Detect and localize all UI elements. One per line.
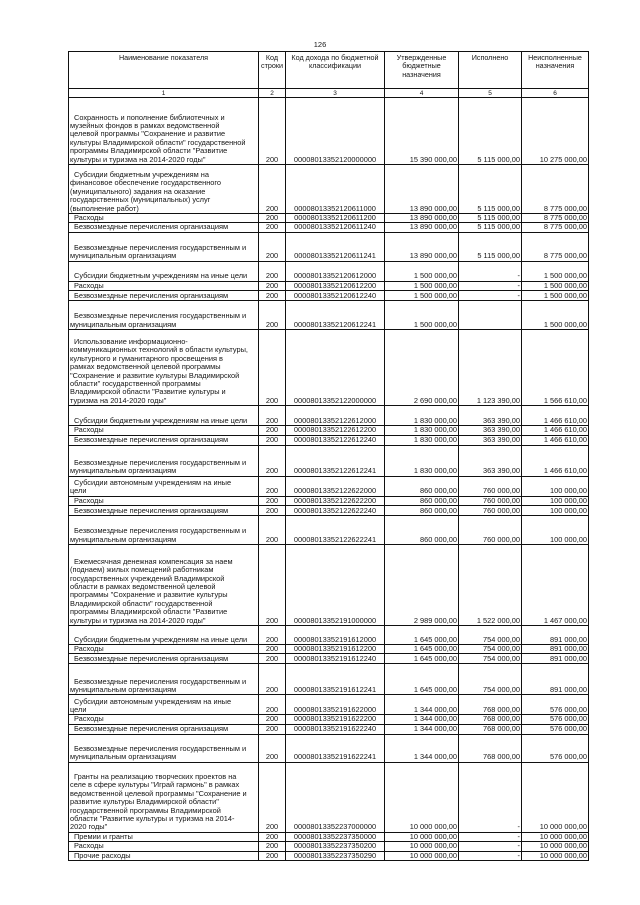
- cell-income-code: 00008013352191612240: [286, 654, 385, 664]
- cell-unexecuted: 8 775 000,00: [522, 214, 589, 223]
- cell-income-code: 00008013352120611200: [286, 214, 385, 223]
- cell-executed: 363 390,00: [459, 445, 522, 476]
- cell-unexecuted: 576 000,00: [522, 695, 589, 715]
- cell-executed: -: [459, 832, 522, 841]
- table-row: [69, 654, 589, 664]
- cell-approved: 1 344 000,00: [385, 695, 459, 715]
- cell-line-code: 200: [259, 445, 286, 476]
- table-row: [69, 435, 589, 445]
- cell-executed: -: [459, 261, 522, 281]
- cell-executed: 1 123 390,00: [459, 330, 522, 406]
- cell-line-code: 200: [259, 724, 286, 734]
- cell-executed: -: [459, 291, 522, 301]
- cell-income-code: 00008013352191612241: [286, 664, 385, 695]
- cell-income-code: 00008013352191622000: [286, 695, 385, 715]
- cell-name: Расходы: [69, 426, 259, 435]
- cell-approved: 1 344 000,00: [385, 715, 459, 724]
- cell-income-code: 00008013352191622240: [286, 724, 385, 734]
- cell-name: Безвозмездные перечисления организациям: [69, 506, 259, 516]
- cell-name: Безвозмездные перечисления организациям: [69, 291, 259, 301]
- cell-executed: 760 000,00: [459, 476, 522, 496]
- cell-approved: 860 000,00: [385, 476, 459, 496]
- cell-executed: 363 390,00: [459, 435, 522, 445]
- cell-line-code: 200: [259, 516, 286, 545]
- cell-income-code: 00008013352191612000: [286, 626, 385, 645]
- cell-executed: 760 000,00: [459, 516, 522, 545]
- cell-unexecuted: 1 500 000,00: [522, 261, 589, 281]
- cell-approved: 15 390 000,00: [385, 98, 459, 165]
- cell-income-code: 00008013352191622200: [286, 715, 385, 724]
- table-row: [69, 261, 589, 281]
- cell-line-code: 200: [259, 261, 286, 281]
- cell-approved: 13 890 000,00: [385, 214, 459, 223]
- cell-line-code: 200: [259, 214, 286, 223]
- cell-approved: 1 645 000,00: [385, 654, 459, 664]
- cell-name: Расходы: [69, 645, 259, 654]
- cell-line-code: 200: [259, 762, 286, 832]
- cell-unexecuted: 1 466 610,00: [522, 435, 589, 445]
- cell-executed: 5 115 000,00: [459, 232, 522, 261]
- cell-line-code: 200: [259, 664, 286, 695]
- cell-approved: 1 830 000,00: [385, 406, 459, 426]
- cell-approved: 1 645 000,00: [385, 626, 459, 645]
- table-row: [69, 645, 589, 654]
- cell-line-code: 200: [259, 506, 286, 516]
- cell-executed: 768 000,00: [459, 734, 522, 762]
- table-row: [69, 734, 589, 762]
- cell-executed: 768 000,00: [459, 695, 522, 715]
- cell-line-code: 200: [259, 435, 286, 445]
- cell-name: Субсидии бюджетным учреждениям на иные цели: [69, 406, 259, 426]
- cell-name: Субсидии бюджетным учреждениям на финансовое обеспечение государственного (муниципального) задания на оказание государственных (муниципальных) услуг (выполнение работ): [69, 165, 259, 214]
- cell-unexecuted: 1 566 610,00: [522, 330, 589, 406]
- column-number: 2: [259, 89, 286, 98]
- cell-income-code: 00008013352122612000: [286, 406, 385, 426]
- table-row: [69, 330, 589, 406]
- cell-approved: 1 344 000,00: [385, 724, 459, 734]
- cell-name: Расходы: [69, 281, 259, 290]
- cell-income-code: 00008013352120611241: [286, 232, 385, 261]
- table-row: [69, 406, 589, 426]
- cell-income-code: 00008013352122612200: [286, 426, 385, 435]
- cell-executed: 754 000,00: [459, 626, 522, 645]
- header-unexecuted-column: Неисполненные назначения: [522, 52, 589, 89]
- table-row: [69, 496, 589, 505]
- table-row: [69, 445, 589, 476]
- table-row: [69, 626, 589, 645]
- cell-income-code: 00008013352237000000: [286, 762, 385, 832]
- cell-approved: 10 000 000,00: [385, 762, 459, 832]
- cell-line-code: 200: [259, 165, 286, 214]
- table-row: [69, 695, 589, 715]
- page-number: 126: [313, 40, 327, 49]
- cell-income-code: 00008013352191000000: [286, 545, 385, 626]
- cell-income-code: 00008013352120612241: [286, 301, 385, 330]
- cell-unexecuted: 100 000,00: [522, 496, 589, 505]
- cell-income-code: 00008013352120611000: [286, 165, 385, 214]
- column-number: 4: [385, 89, 459, 98]
- header-income-code-column: Код дохода по бюджетной классификации: [286, 52, 385, 89]
- cell-line-code: 200: [259, 301, 286, 330]
- cell-line-code: 200: [259, 545, 286, 626]
- cell-income-code: 00008013352191612200: [286, 645, 385, 654]
- cell-approved: 1 830 000,00: [385, 426, 459, 435]
- cell-name: Безвозмездные перечисления государственным и муниципальным организациям: [69, 664, 259, 695]
- budget-table: [68, 51, 589, 861]
- cell-name: Премии и гранты: [69, 832, 259, 841]
- cell-income-code: 00008013352120612240: [286, 291, 385, 301]
- cell-executed: 5 115 000,00: [459, 98, 522, 165]
- cell-name: Безвозмездные перечисления государственным и муниципальным организациям: [69, 301, 259, 330]
- cell-income-code: 00008013352120000000: [286, 98, 385, 165]
- header-row: [69, 52, 589, 89]
- table-row: [69, 301, 589, 330]
- cell-name: Использование информационно- коммуникационных технологий в области культуры, культурного и гуманитарного просвещения в рамках ведомственной целевой программы "Сохранение и развитие культуры Владимирской области" государственной программы Владимирской области "Развитие культуры и туризма на 2014-2020 годы": [69, 330, 259, 406]
- cell-line-code: 200: [259, 496, 286, 505]
- cell-executed: 760 000,00: [459, 496, 522, 505]
- cell-unexecuted: 576 000,00: [522, 734, 589, 762]
- cell-executed: -: [459, 762, 522, 832]
- cell-unexecuted: 100 000,00: [522, 506, 589, 516]
- table-row: [69, 476, 589, 496]
- cell-unexecuted: 891 000,00: [522, 626, 589, 645]
- table-row: [69, 724, 589, 734]
- cell-name: Расходы: [69, 214, 259, 223]
- cell-income-code: 00008013352122622240: [286, 506, 385, 516]
- cell-executed: -: [459, 281, 522, 290]
- cell-executed: 5 115 000,00: [459, 214, 522, 223]
- cell-executed: 5 115 000,00: [459, 165, 522, 214]
- cell-unexecuted: 8 775 000,00: [522, 165, 589, 214]
- cell-unexecuted: 100 000,00: [522, 516, 589, 545]
- cell-unexecuted: 100 000,00: [522, 476, 589, 496]
- cell-executed: 363 390,00: [459, 406, 522, 426]
- cell-executed: 760 000,00: [459, 506, 522, 516]
- cell-executed: 1 522 000,00: [459, 545, 522, 626]
- cell-executed: -: [459, 851, 522, 860]
- cell-income-code: 00008013352122622200: [286, 496, 385, 505]
- cell-name: Субсидии бюджетным учреждениям на иные цели: [69, 626, 259, 645]
- cell-income-code: 00008013352122000000: [286, 330, 385, 406]
- cell-approved: 13 890 000,00: [385, 232, 459, 261]
- table-row: [69, 232, 589, 261]
- cell-name: Прочие расходы: [69, 851, 259, 860]
- cell-income-code: 00008013352191622241: [286, 734, 385, 762]
- cell-executed: 754 000,00: [459, 645, 522, 654]
- cell-line-code: 200: [259, 232, 286, 261]
- cell-name: Безвозмездные перечисления организациям: [69, 654, 259, 664]
- cell-name: Безвозмездные перечисления государственным и муниципальным организациям: [69, 445, 259, 476]
- cell-income-code: 00008013352237350290: [286, 851, 385, 860]
- cell-approved: 1 500 000,00: [385, 291, 459, 301]
- table-row: [69, 664, 589, 695]
- cell-approved: 860 000,00: [385, 516, 459, 545]
- cell-line-code: 200: [259, 695, 286, 715]
- cell-name: Расходы: [69, 496, 259, 505]
- table-row: [69, 426, 589, 435]
- cell-line-code: 200: [259, 281, 286, 290]
- header-name-column: Наименование показателя: [69, 52, 259, 89]
- cell-line-code: 200: [259, 626, 286, 645]
- cell-approved: 1 645 000,00: [385, 664, 459, 695]
- cell-name: Гранты на реализацию творческих проектов на селе в сфере культуры "Играй гармонь" в рамках ведомственной целевой программы "Сохранение и развитие культуры Владимирской области" государственной программы Владимирской области "Развитие культуры и туризма на 2014- 2020 годы": [69, 762, 259, 832]
- cell-name: Сохранность и пополнение библиотечных и музейных фондов в рамках ведомственной целевой программы "Сохранение и развитие культуры Владимирской области" государственной программы Владимирской области "Развитие культуры и туризма на 2014-2020 годы": [69, 98, 259, 165]
- cell-unexecuted: 891 000,00: [522, 664, 589, 695]
- column-number: 3: [286, 89, 385, 98]
- cell-name: Безвозмездные перечисления государственным и муниципальным организациям: [69, 516, 259, 545]
- cell-unexecuted: 891 000,00: [522, 645, 589, 654]
- cell-approved: 2 690 000,00: [385, 330, 459, 406]
- cell-income-code: 00008013352120611240: [286, 223, 385, 232]
- cell-line-code: 200: [259, 851, 286, 860]
- cell-income-code: 00008013352122612241: [286, 445, 385, 476]
- cell-income-code: 00008013352122612240: [286, 435, 385, 445]
- cell-line-code: 200: [259, 291, 286, 301]
- column-number: 5: [459, 89, 522, 98]
- header-line-code-column: Код строки: [259, 52, 286, 89]
- column-number: 1: [69, 89, 259, 98]
- table-row: [69, 842, 589, 851]
- header-executed-column: Исполнено: [459, 52, 522, 89]
- cell-line-code: 200: [259, 330, 286, 406]
- cell-name: Расходы: [69, 842, 259, 851]
- cell-income-code: 00008013352120612000: [286, 261, 385, 281]
- cell-approved: 13 890 000,00: [385, 165, 459, 214]
- cell-line-code: 200: [259, 734, 286, 762]
- table-row: [69, 545, 589, 626]
- cell-approved: 1 830 000,00: [385, 445, 459, 476]
- cell-executed: [459, 301, 522, 330]
- cell-approved: 1 344 000,00: [385, 734, 459, 762]
- cell-unexecuted: 8 775 000,00: [522, 232, 589, 261]
- cell-name: Субсидии автономным учреждениям на иные цели: [69, 695, 259, 715]
- cell-executed: 768 000,00: [459, 715, 522, 724]
- cell-line-code: 200: [259, 645, 286, 654]
- cell-unexecuted: 1 466 610,00: [522, 406, 589, 426]
- table-row: [69, 832, 589, 841]
- cell-unexecuted: 891 000,00: [522, 654, 589, 664]
- cell-approved: 1 500 000,00: [385, 281, 459, 290]
- table-row: [69, 214, 589, 223]
- cell-name: Безвозмездные перечисления организациям: [69, 435, 259, 445]
- table-row: [69, 715, 589, 724]
- cell-income-code: 00008013352237350200: [286, 842, 385, 851]
- cell-unexecuted: 1 467 000,00: [522, 545, 589, 626]
- cell-name: Ежемесячная денежная компенсация за наем (поднаем) жилых помещений работникам государственных учреждений Владимирской области в рамках ведомственной целевой программы "Сохранение и развитие культуры Владимирской области" государственной программы Владимирской области "Развитие культуры и туризма на 2014-2020 годы": [69, 545, 259, 626]
- cell-line-code: 200: [259, 715, 286, 724]
- header-approved-column: Утвержденные бюджетные назначения: [385, 52, 459, 89]
- cell-approved: 1 645 000,00: [385, 645, 459, 654]
- cell-income-code: 00008013352237350000: [286, 832, 385, 841]
- cell-line-code: 200: [259, 223, 286, 232]
- table-body: [69, 98, 589, 861]
- table-row: [69, 223, 589, 232]
- table-row: [69, 851, 589, 860]
- cell-unexecuted: 576 000,00: [522, 715, 589, 724]
- cell-income-code: 00008013352120612200: [286, 281, 385, 290]
- cell-approved: 10 000 000,00: [385, 842, 459, 851]
- cell-line-code: 200: [259, 476, 286, 496]
- cell-line-code: 200: [259, 406, 286, 426]
- cell-unexecuted: 10 000 000,00: [522, 832, 589, 841]
- table-row: [69, 281, 589, 290]
- table-row: [69, 291, 589, 301]
- cell-approved: 10 000 000,00: [385, 851, 459, 860]
- cell-unexecuted: 1 466 610,00: [522, 426, 589, 435]
- table-row: [69, 762, 589, 832]
- cell-name: Безвозмездные перечисления организациям: [69, 223, 259, 232]
- table-row: [69, 165, 589, 214]
- cell-unexecuted: 10 000 000,00: [522, 762, 589, 832]
- cell-line-code: 200: [259, 654, 286, 664]
- column-numbers-row: [69, 89, 589, 98]
- cell-name: Безвозмездные перечисления организациям: [69, 724, 259, 734]
- cell-unexecuted: 1 500 000,00: [522, 301, 589, 330]
- cell-line-code: 200: [259, 426, 286, 435]
- cell-name: Расходы: [69, 715, 259, 724]
- cell-approved: 13 890 000,00: [385, 223, 459, 232]
- cell-approved: 10 000 000,00: [385, 832, 459, 841]
- cell-unexecuted: 10 000 000,00: [522, 851, 589, 860]
- cell-approved: 2 989 000,00: [385, 545, 459, 626]
- cell-unexecuted: 8 775 000,00: [522, 223, 589, 232]
- cell-name: Субсидии автономным учреждениям на иные цели: [69, 476, 259, 496]
- cell-unexecuted: 10 275 000,00: [522, 98, 589, 165]
- cell-unexecuted: 10 000 000,00: [522, 842, 589, 851]
- cell-income-code: 00008013352122622000: [286, 476, 385, 496]
- table-row: [69, 506, 589, 516]
- cell-approved: 1 830 000,00: [385, 435, 459, 445]
- cell-approved: 860 000,00: [385, 506, 459, 516]
- column-number: 6: [522, 89, 589, 98]
- cell-name: Безвозмездные перечисления государственным и муниципальным организациям: [69, 232, 259, 261]
- cell-executed: 5 115 000,00: [459, 223, 522, 232]
- cell-executed: 754 000,00: [459, 654, 522, 664]
- cell-unexecuted: 1 500 000,00: [522, 291, 589, 301]
- cell-executed: 754 000,00: [459, 664, 522, 695]
- table-row: [69, 98, 589, 165]
- cell-unexecuted: 1 466 610,00: [522, 445, 589, 476]
- cell-unexecuted: 1 500 000,00: [522, 281, 589, 290]
- cell-unexecuted: 576 000,00: [522, 724, 589, 734]
- table-header: [69, 52, 589, 98]
- cell-approved: 1 500 000,00: [385, 301, 459, 330]
- cell-approved: 860 000,00: [385, 496, 459, 505]
- cell-name: Безвозмездные перечисления государственным и муниципальным организациям: [69, 734, 259, 762]
- cell-line-code: 200: [259, 832, 286, 841]
- cell-executed: 768 000,00: [459, 724, 522, 734]
- cell-executed: 363 390,00: [459, 426, 522, 435]
- table-row: [69, 516, 589, 545]
- cell-line-code: 200: [259, 842, 286, 851]
- cell-approved: 1 500 000,00: [385, 261, 459, 281]
- cell-line-code: 200: [259, 98, 286, 165]
- cell-income-code: 00008013352122622241: [286, 516, 385, 545]
- cell-executed: -: [459, 842, 522, 851]
- cell-name: Субсидии бюджетным учреждениям на иные цели: [69, 261, 259, 281]
